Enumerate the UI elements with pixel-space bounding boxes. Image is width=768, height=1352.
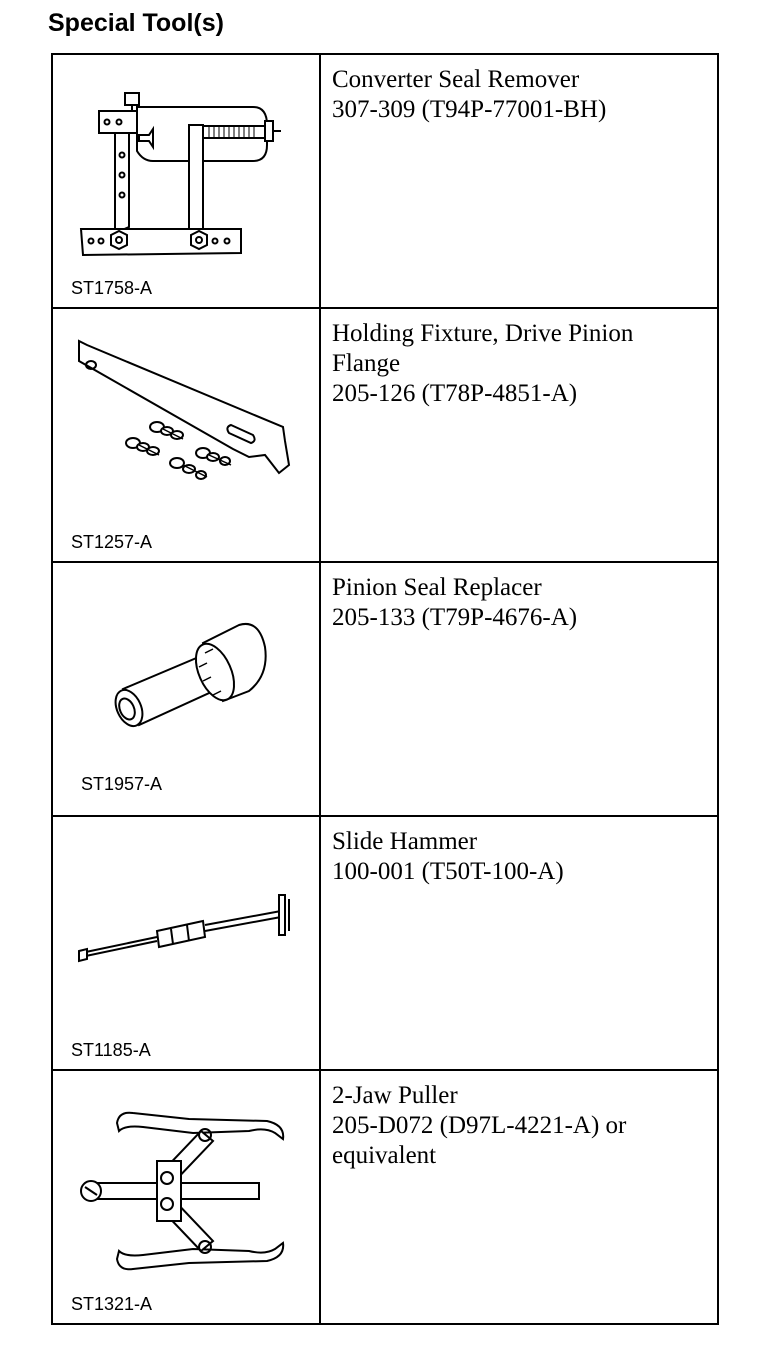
converter-seal-remover-icon [53,55,319,307]
tool-number: 100-001 (T50T-100-A) [332,858,564,885]
table-row [52,308,718,562]
table-row [52,816,718,1070]
tool-description-cell [320,308,718,562]
figure-code: ST1257-A [71,532,153,552]
tool-illustration-cell [52,1070,320,1324]
tool-description-cell [320,1070,718,1324]
two-jaw-puller-icon [53,1071,319,1323]
tool-description-cell [320,816,718,1070]
tool-number: 307-309 (T94P-77001-BH) [332,96,607,123]
page-title: Special Tool(s) [48,9,224,37]
tool-number: 205-133 (T79P-4676-A) [332,604,578,631]
tool-name: 2-Jaw Puller [332,1082,458,1109]
tool-description-cell [320,54,718,308]
figure-code: ST1321-A [71,1294,153,1314]
tool-illustration-cell [52,816,320,1070]
table-row [52,54,718,308]
slide-hammer-icon [53,817,319,1069]
holding-fixture-icon [53,309,319,561]
table-row [52,562,718,816]
tool-name: Pinion Seal Replacer [332,574,542,601]
special-tools-table [51,53,719,1325]
tool-illustration-cell [52,308,320,562]
tool-description-cell [320,562,718,816]
tool-illustration-cell [52,562,320,816]
figure-code: ST1185-A [71,1040,151,1060]
table-row [52,1070,718,1324]
tool-illustration-cell [52,54,320,308]
figure-code: ST1957-A [81,774,163,794]
tool-number: 205-D072 (D97L-4221-A) or equivalent [332,1112,627,1169]
tool-number: 205-126 (T78P-4851-A) [332,380,578,407]
figure-code: ST1758-A [71,278,153,298]
tool-name: Slide Hammer [332,828,478,855]
tool-name: Converter Seal Remover [332,66,580,93]
tool-name: Holding Fixture, Drive Pinion Flange [332,320,634,377]
